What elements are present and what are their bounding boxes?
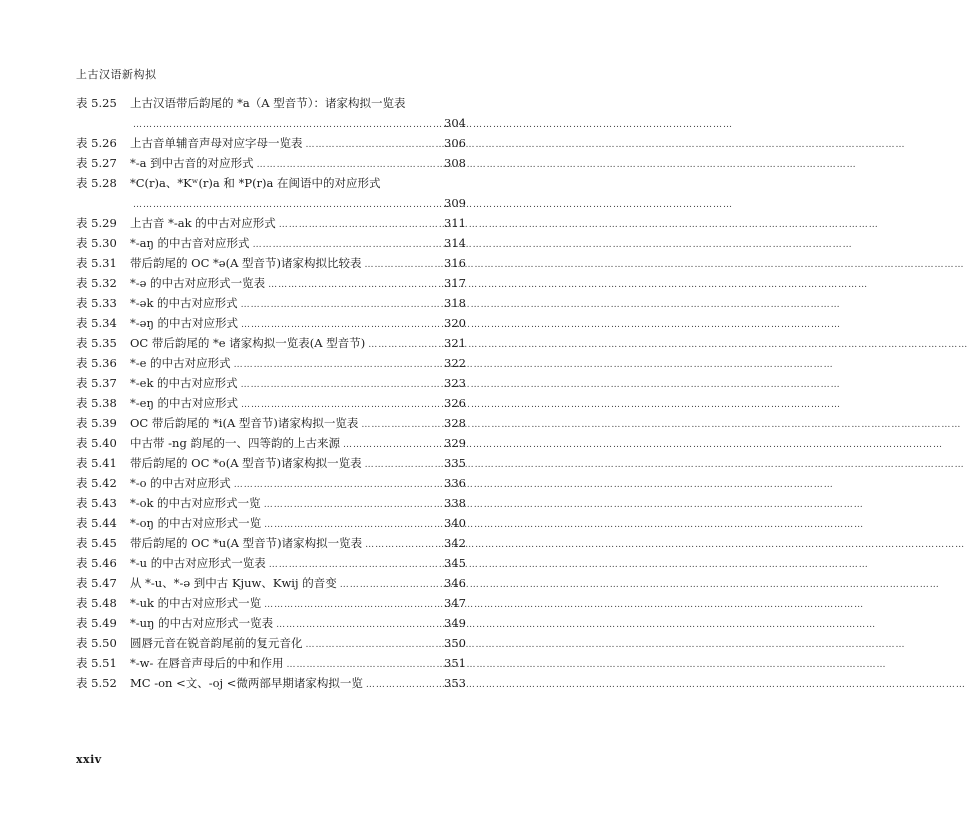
dot-leader bbox=[133, 198, 441, 212]
page-ref: 318 bbox=[444, 296, 466, 310]
table-number: 表 5.38 bbox=[76, 396, 117, 410]
table-title: *-o 的中古对应形式 bbox=[130, 476, 231, 490]
page-ref: 335 bbox=[444, 456, 466, 470]
table-number: 表 5.45 bbox=[76, 536, 117, 550]
toc-entry[interactable] bbox=[76, 676, 466, 696]
dot-leader bbox=[133, 118, 441, 132]
dot-leader bbox=[306, 138, 442, 152]
dot-leader bbox=[268, 278, 441, 292]
toc-entry[interactable] bbox=[76, 236, 466, 256]
table-title: *-uk 的中古对应形式一览 bbox=[130, 596, 262, 610]
toc-entry[interactable] bbox=[76, 396, 466, 416]
dot-leader bbox=[234, 478, 441, 492]
table-title: 中古带 -ng 韵尾的一、四等韵的上古来源 bbox=[130, 436, 340, 450]
table-number: 表 5.35 bbox=[76, 336, 117, 350]
table-title: OC 带后韵尾的 *i(A 型音节)诸家构拟一览表 bbox=[130, 416, 359, 430]
table-title: 从 *-u、*-ə 到中古 Kjuw、Kwij 的音变 bbox=[130, 576, 337, 590]
table-number: 表 5.50 bbox=[76, 636, 117, 650]
page-ref: 347 bbox=[444, 596, 466, 610]
toc-entry[interactable] bbox=[76, 416, 466, 436]
table-number: 表 5.30 bbox=[76, 236, 117, 250]
table-title: *-əŋ 的中古对应形式 bbox=[130, 316, 239, 330]
table-title: *-u 的中古对应形式一览表 bbox=[130, 556, 266, 570]
table-number: 表 5.32 bbox=[76, 276, 117, 290]
table-number: 表 5.44 bbox=[76, 516, 117, 530]
table-title: OC 带后韵尾的 *e 诸家构拟一览表(A 型音节) bbox=[130, 336, 366, 350]
table-title: *C(r)a、*Kʷ(r)a 和 *P(r)a 在闽语中的对应形式 bbox=[130, 176, 381, 190]
dot-leader bbox=[365, 538, 441, 552]
toc-entry[interactable] bbox=[76, 596, 466, 616]
page-ref: 345 bbox=[444, 556, 466, 570]
dot-leader bbox=[340, 578, 441, 592]
toc-entry[interactable] bbox=[76, 296, 466, 316]
page-ref: 314 bbox=[444, 236, 466, 250]
dot-leader bbox=[287, 658, 441, 672]
page-ref: 317 bbox=[444, 276, 466, 290]
table-title: *-a 到中古音的对应形式 bbox=[130, 156, 254, 170]
page-ref: 346 bbox=[444, 576, 466, 590]
dot-leader bbox=[264, 598, 441, 612]
dot-leader bbox=[257, 158, 441, 172]
dot-leader bbox=[306, 638, 442, 652]
page-ref: 323 bbox=[444, 376, 466, 390]
table-list bbox=[76, 96, 466, 696]
table-title: 带后韵尾的 OC *u(A 型音节)诸家构拟一览表 bbox=[130, 536, 363, 550]
page-ref: 328 bbox=[444, 416, 466, 430]
table-number: 表 5.41 bbox=[76, 456, 117, 470]
dot-leader bbox=[276, 618, 441, 632]
table-title: *-ə 的中古对应形式一览表 bbox=[130, 276, 266, 290]
table-title: 上古音单辅音声母对应字母一览表 bbox=[130, 136, 303, 150]
dot-leader bbox=[368, 338, 441, 352]
table-title: *-ek 的中古对应形式 bbox=[130, 376, 238, 390]
dot-leader bbox=[365, 458, 441, 472]
page-ref: 329 bbox=[444, 436, 466, 450]
table-title: 上古音 *-ak 的中古对应形式 bbox=[130, 216, 276, 230]
page-ref: 338 bbox=[444, 496, 466, 510]
dot-leader bbox=[361, 418, 441, 432]
table-title: *-ək 的中古对应形式 bbox=[130, 296, 238, 310]
table-title: *-aŋ 的中古音对应形式 bbox=[130, 236, 250, 250]
page-ref: 350 bbox=[444, 636, 466, 650]
page-ref: 353 bbox=[444, 676, 466, 690]
table-title: MC -on <文、-oj <微两部早期诸家构拟一览 bbox=[130, 676, 363, 690]
table-number: 表 5.39 bbox=[76, 416, 117, 430]
dot-leader bbox=[343, 438, 441, 452]
toc-entry[interactable] bbox=[76, 216, 466, 236]
page-ref: 349 bbox=[444, 616, 466, 630]
dot-leader bbox=[241, 378, 441, 392]
table-number: 表 5.29 bbox=[76, 216, 117, 230]
table-number: 表 5.40 bbox=[76, 436, 117, 450]
dot-leader bbox=[279, 218, 441, 232]
toc-entry[interactable] bbox=[76, 336, 466, 356]
table-number: 表 5.47 bbox=[76, 576, 117, 590]
table-number: 表 5.28 bbox=[76, 176, 117, 190]
dot-leader bbox=[241, 298, 441, 312]
dot-leader bbox=[366, 678, 441, 692]
table-number: 表 5.49 bbox=[76, 616, 117, 630]
dot-leader bbox=[269, 558, 441, 572]
table-number: 表 5.27 bbox=[76, 156, 117, 170]
table-number: 表 5.25 bbox=[76, 96, 117, 110]
page-ref: 351 bbox=[444, 656, 466, 670]
page-ref: 336 bbox=[444, 476, 466, 490]
toc-entry[interactable] bbox=[76, 156, 466, 176]
page-ref: 320 bbox=[444, 316, 466, 330]
table-number: 表 5.42 bbox=[76, 476, 117, 490]
dot-leader bbox=[253, 238, 441, 252]
page-ref: 304 bbox=[444, 116, 466, 130]
table-title: 带后韵尾的 OC *o(A 型音节)诸家构拟一览表 bbox=[130, 456, 362, 470]
toc-entry[interactable] bbox=[76, 356, 466, 376]
table-title: *-eŋ 的中古对应形式 bbox=[130, 396, 239, 410]
toc-entry[interactable] bbox=[76, 136, 466, 156]
table-number: 表 5.43 bbox=[76, 496, 117, 510]
toc-entry[interactable] bbox=[76, 376, 466, 396]
dot-leader bbox=[365, 258, 441, 272]
dot-leader bbox=[264, 498, 441, 512]
table-title: 上古汉语带后韵尾的 *a（A 型音节）：诸家构拟一览表 bbox=[130, 96, 406, 110]
table-number: 表 5.37 bbox=[76, 376, 117, 390]
page-ref: 322 bbox=[444, 356, 466, 370]
table-number: 表 5.34 bbox=[76, 316, 117, 330]
toc-entry[interactable] bbox=[76, 536, 466, 556]
table-number: 表 5.52 bbox=[76, 676, 117, 690]
table-number: 表 5.46 bbox=[76, 556, 117, 570]
table-title: *-oŋ 的中古对应形式一览 bbox=[130, 516, 262, 530]
toc-entry[interactable] bbox=[76, 476, 466, 496]
table-title: *-w- 在唇音声母后的中和作用 bbox=[130, 656, 284, 670]
toc-entry[interactable] bbox=[76, 656, 466, 676]
running-header: 上古汉语新构拟 bbox=[76, 68, 157, 81]
page-ref: 308 bbox=[444, 156, 466, 170]
page-ref: 340 bbox=[444, 516, 466, 530]
page-ref: 326 bbox=[444, 396, 466, 410]
toc-entry[interactable] bbox=[76, 576, 466, 596]
toc-entry[interactable] bbox=[76, 256, 466, 276]
dot-leader bbox=[264, 518, 441, 532]
toc-entry[interactable] bbox=[76, 636, 466, 656]
table-number: 表 5.36 bbox=[76, 356, 117, 370]
page-number: xxiv bbox=[76, 753, 102, 766]
toc-entry[interactable] bbox=[76, 176, 466, 216]
table-title: *-e 的中古对应形式 bbox=[130, 356, 231, 370]
toc-entry[interactable] bbox=[76, 516, 466, 536]
page-ref: 342 bbox=[444, 536, 466, 550]
toc-entry[interactable] bbox=[76, 96, 466, 136]
dot-leader bbox=[241, 318, 441, 332]
toc-entry[interactable] bbox=[76, 556, 466, 576]
table-number: 表 5.33 bbox=[76, 296, 117, 310]
toc-entry[interactable] bbox=[76, 616, 466, 636]
table-title: *-ok 的中古对应形式一览 bbox=[130, 496, 261, 510]
toc-entry[interactable] bbox=[76, 276, 466, 296]
table-title: 带后韵尾的 OC *ə(A 型音节)诸家构拟比较表 bbox=[130, 256, 362, 270]
dot-leader bbox=[241, 398, 441, 412]
table-number: 表 5.31 bbox=[76, 256, 117, 270]
page-ref: 311 bbox=[444, 216, 466, 230]
page-ref: 309 bbox=[444, 196, 466, 210]
page-ref: 316 bbox=[444, 256, 466, 270]
page-ref: 306 bbox=[444, 136, 466, 150]
table-title: 圆唇元音在锐音韵尾前的复元音化 bbox=[130, 636, 303, 650]
table-number: 表 5.26 bbox=[76, 136, 117, 150]
toc-entry[interactable] bbox=[76, 496, 466, 516]
table-number: 表 5.51 bbox=[76, 656, 117, 670]
page-ref: 321 bbox=[444, 336, 466, 350]
toc-entry[interactable] bbox=[76, 456, 466, 476]
toc-entry[interactable] bbox=[76, 316, 466, 336]
dot-leader bbox=[234, 358, 441, 372]
toc-entry[interactable] bbox=[76, 436, 466, 456]
table-number: 表 5.48 bbox=[76, 596, 117, 610]
table-title: *-uŋ 的中古对应形式一览表 bbox=[130, 616, 274, 630]
